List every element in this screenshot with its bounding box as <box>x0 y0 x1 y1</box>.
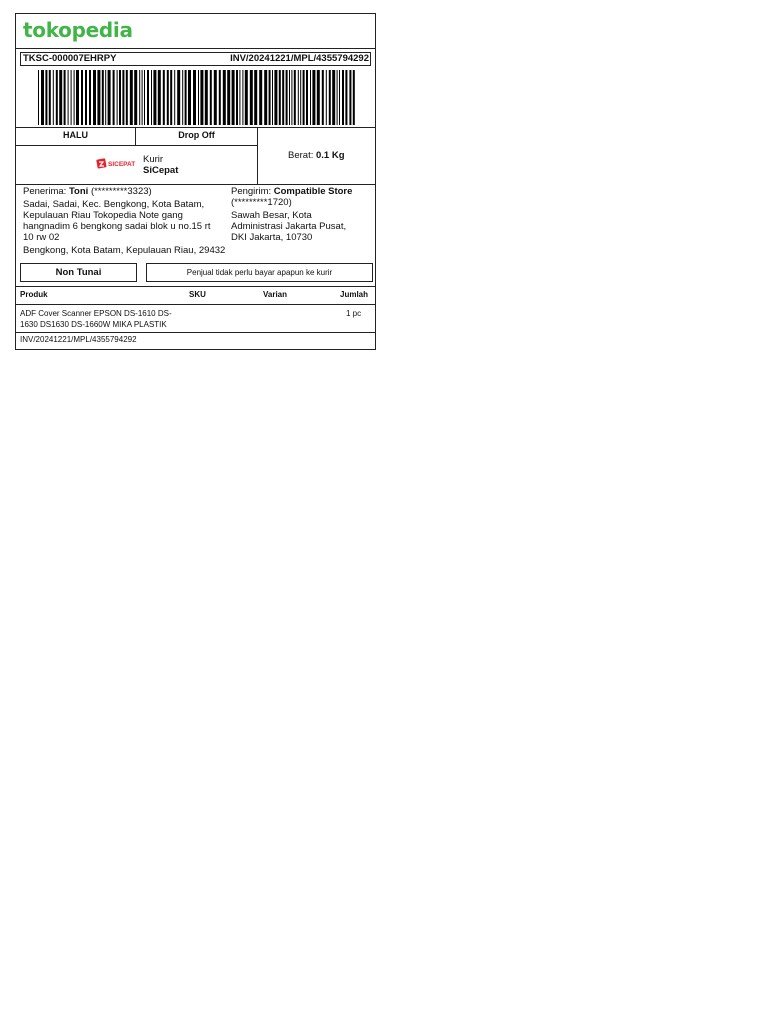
table-row-product-name <box>20 308 185 330</box>
barcode-bar <box>332 70 335 125</box>
barcode-bar <box>89 70 91 125</box>
barcode-bar <box>353 70 355 125</box>
divider <box>16 332 375 333</box>
barcode-bar <box>193 70 196 125</box>
barcode-bar <box>126 70 128 125</box>
barcode-bar <box>227 70 230 125</box>
barcode-bar <box>163 70 165 125</box>
barcode-bar <box>185 70 187 125</box>
barcode-bar <box>188 70 191 125</box>
barcode-bar <box>259 70 262 125</box>
barcode-bar <box>139 70 140 125</box>
barcode-bar <box>264 70 267 125</box>
barcode-bar <box>151 70 152 125</box>
barcode-bar <box>158 70 161 125</box>
barcode-bar <box>349 70 351 125</box>
barcode-bar <box>214 70 217 125</box>
barcode-bar <box>45 70 47 125</box>
barcode-bar <box>74 70 75 125</box>
divider <box>257 127 258 184</box>
sender-name: Compatible Store <box>273 186 353 197</box>
barcode-bar <box>147 70 149 125</box>
col-header-product: Produk <box>20 290 48 299</box>
shipping-label <box>15 13 376 350</box>
footer-invoice: INV/20241221/MPL/4355794292 <box>20 335 137 344</box>
barcode-bar <box>345 70 347 125</box>
recipient-label: Penerima: <box>23 186 67 197</box>
sender-block <box>231 186 371 243</box>
recipient-block <box>23 186 228 256</box>
barcode-bar <box>59 70 62 125</box>
barcode-bar <box>38 70 39 125</box>
barcode-bar <box>205 70 208 125</box>
invoice-code: INV/20241221/MPL/4355794292 <box>230 53 369 64</box>
recipient-name: Toni <box>68 186 89 197</box>
courier-name: SiCepat <box>143 165 179 176</box>
barcode-bar <box>303 70 305 125</box>
barcode-bar <box>269 70 271 125</box>
barcode-bar <box>49 70 51 125</box>
barcode-bar <box>182 70 183 125</box>
sender-address-line: Sawah Besar, Kota <box>231 210 312 221</box>
barcode <box>38 70 358 125</box>
recipient-address-line: 10 rw 02 <box>23 232 60 243</box>
col-header-variant: Varian <box>263 290 288 299</box>
barcode-bar <box>239 70 240 125</box>
barcode-bar <box>337 70 338 125</box>
barcode-bar <box>279 70 281 125</box>
product-name-line: ADF Cover Scanner EPSON DS-1610 DS- <box>20 309 172 318</box>
barcode-bar <box>245 70 248 125</box>
barcode-bar <box>219 70 221 125</box>
barcode-bar <box>286 70 288 125</box>
sender-label: Pengirim: <box>231 186 272 197</box>
booking-code: TKSC-000007EHRPY <box>23 53 117 64</box>
recipient-address-line: hangnadim 6 bengkong sadai blok u no.15 rt <box>23 221 211 232</box>
barcode-bar <box>306 70 308 125</box>
col-header-qty: Jumlah <box>340 290 369 299</box>
barcode-bar <box>342 70 344 125</box>
barcode-bar <box>130 70 133 125</box>
divider <box>16 304 375 305</box>
barcode-bar <box>117 70 118 125</box>
barcode-bar <box>254 70 257 125</box>
barcode-bar <box>174 70 175 125</box>
barcode-bar <box>210 70 212 125</box>
barcode-bar <box>144 70 145 125</box>
divider <box>16 127 375 128</box>
divider <box>16 286 375 287</box>
barcode-bar <box>113 70 115 125</box>
recipient-region: Bengkong, Kota Batam, Kepulauan Riau, 29432 <box>23 245 226 256</box>
barcode-bar <box>142 70 143 125</box>
svg-text:SICEPAT: SICEPAT <box>108 161 136 168</box>
barcode-bar <box>274 70 277 125</box>
table-row-qty: 1 pc <box>346 309 362 318</box>
barcode-bar <box>153 70 156 125</box>
weight-value: 0.1 Kg <box>316 150 345 161</box>
courier-info <box>143 154 178 176</box>
service-type: Drop Off <box>178 130 215 140</box>
barcode-bar <box>108 70 111 125</box>
barcode-bar <box>64 70 66 125</box>
barcode-bar <box>200 70 203 125</box>
barcode-bar <box>282 70 284 125</box>
recipient-address-line: Sadai, Sadai, Kec. Bengkong, Kota Batam, <box>23 199 205 210</box>
barcode-bar <box>170 70 172 125</box>
barcode-bar <box>326 70 327 125</box>
divider <box>16 184 375 185</box>
barcode-bar <box>68 70 69 125</box>
barcode-bar <box>53 70 54 125</box>
barcode-bar <box>122 70 124 125</box>
recipient-address-line: Kepulauan Riau Tokopedia Note gang <box>23 210 183 221</box>
codes-row <box>20 52 371 66</box>
weight-label: Berat: <box>288 150 314 161</box>
barcode-bar <box>312 70 315 125</box>
barcode-bar <box>119 70 121 125</box>
barcode-bar <box>198 70 199 125</box>
destination-code: HALU <box>63 130 88 140</box>
barcode-bar <box>242 70 243 125</box>
barcode-bar <box>76 70 79 125</box>
barcode-bar <box>71 70 72 125</box>
tokopedia-logo: tokopedia <box>23 18 133 42</box>
barcode-bar <box>291 70 292 125</box>
barcode-bar <box>56 70 58 125</box>
barcode-bar <box>310 70 311 125</box>
barcode-bar <box>81 70 83 125</box>
header-row <box>16 14 375 49</box>
barcode-bar <box>339 70 340 125</box>
barcode-bar <box>177 70 180 125</box>
barcode-bar <box>167 70 169 125</box>
barcode-bar <box>97 70 100 125</box>
sender-address-line: Administrasi Jakarta Pusat, <box>231 221 347 232</box>
barcode-bar <box>223 70 226 125</box>
barcode-bar <box>294 70 296 125</box>
barcode-bar <box>85 70 87 125</box>
weight <box>288 150 345 161</box>
sender-phone: (*********1720) <box>231 197 292 208</box>
payment-note: Penjual tidak perlu bayar apapun ke kurir <box>146 263 373 282</box>
sender-address-line: DKI Jakarta, 10730 <box>231 232 313 243</box>
barcode-bar <box>272 70 273 125</box>
divider <box>16 145 257 146</box>
barcode-bar <box>329 70 331 125</box>
barcode-bar <box>134 70 137 125</box>
barcode-bar <box>105 70 106 125</box>
barcode-bar <box>232 70 235 125</box>
barcode-bar <box>298 70 299 125</box>
barcode-bar <box>317 70 320 125</box>
sicepat-logo <box>96 157 140 171</box>
col-header-sku: SKU <box>189 290 206 299</box>
barcode-bar <box>236 70 238 125</box>
barcode-bar <box>250 70 253 125</box>
barcode-bar <box>322 70 324 125</box>
barcode-bar <box>300 70 301 125</box>
barcode-bar <box>93 70 96 125</box>
product-name-line: 1630 DS1630 DS-1660W MIKA PLASTIK <box>20 320 167 329</box>
payment-type: Non Tunai <box>20 263 137 282</box>
courier-label: Kurir <box>143 154 164 165</box>
barcode-bar <box>289 70 290 125</box>
recipient-phone: (*********3323) <box>90 186 152 197</box>
barcode-bar <box>41 70 44 125</box>
barcode-bar <box>102 70 104 125</box>
